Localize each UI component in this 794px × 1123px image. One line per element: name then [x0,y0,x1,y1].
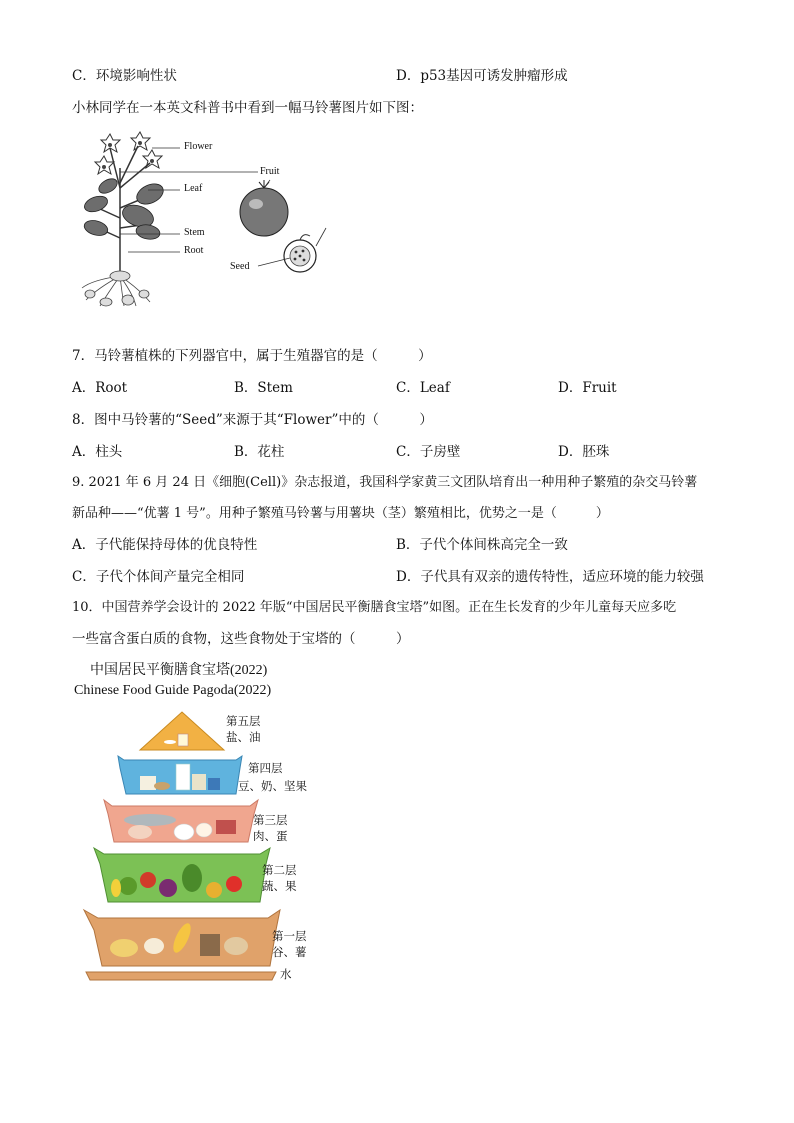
q9-option-d: D．子代具有双亲的遗传特性，适应环境的能力较强 [396,569,704,585]
tier3-foods: 肉、蛋 [253,829,288,843]
q10-stem-line1: 10．中国营养学会设计的 2022 年版“中国居民平衡膳食宝塔”如图。正在生长发育的少年儿童每天应多吃 [72,600,677,615]
tier2-foods: 蔬、果 [262,879,297,893]
pagoda-base [86,972,276,980]
q8-option-a: A．柱头 [72,444,123,460]
pagoda-tier-2 [94,848,270,902]
q7-option-d: D．Fruit [558,380,617,396]
q8-option-d: D．胚珠 [558,444,610,460]
q7-stem: 7．马铃薯植株的下列器官中，属于生殖器官的是（ ） [72,348,432,364]
tier3-level: 第三层 [253,813,288,827]
potato-intro-text: 小林同学在一本英文科普书中看到一幅马铃薯图片如下图： [72,100,423,116]
tier1-foods: 谷、薯 [272,945,307,959]
q9-option-c: C．子代个体间产量完全相同 [72,569,245,585]
q9-stem-line2: 新品种——“优薯 1 号”。用种子繁殖马铃薯与用薯块（茎）繁殖相比，优势之一是（ ） [72,506,609,521]
tier2-level: 第二层 [262,863,297,877]
label-root: Root [184,245,204,256]
q8-stem: 8．图中马铃薯的“Seed”来源于其“Flower”中的（ ） [72,412,433,428]
pagoda-title-en: Chinese Food Guide Pagoda(2022) [74,683,272,698]
q9-option-a: A．子代能保持母体的优良特性 [72,537,258,553]
q8-option-c: C．子房壁 [396,444,461,460]
tier5-level: 第五层 [226,714,261,728]
q9-stem-line1: 9. 2021 年 6 月 24 日《细胞(Cell)》杂志报道，我国科学家黄三文团队培育出一种用种子繁殖的杂交马铃薯 [72,475,698,490]
label-stem: Stem [184,227,205,238]
label-fruit: Fruit [260,166,280,177]
label-seed: Seed [230,261,250,272]
potato-plant-drawing [78,128,338,308]
pagoda-base-label: 水 [280,967,292,981]
q9-option-b: B．子代个体间株高完全一致 [396,537,568,553]
label-leaf: Leaf [184,183,203,194]
tier4-foods: 豆、奶、坚果 [238,779,307,793]
label-flower: Flower [184,141,213,152]
q6-option-c: C．环境影响性状 [72,68,177,84]
tier1-level: 第一层 [272,929,307,943]
q7-option-a: A．Root [72,380,128,396]
potato-figure [78,128,338,308]
q7-option-b: B．Stem [234,380,293,396]
pagoda-title-cn: 中国居民平衡膳食宝塔(2022) [90,663,268,678]
q8-option-b: B．花柱 [234,444,285,460]
tier4-level: 第四层 [248,761,283,775]
q10-stem-line2: 一些富含蛋白质的食物，这些食物处于宝塔的（ ） [72,631,410,647]
tier5-foods: 盐、油 [226,730,261,744]
q6-option-d: D．p53基因可诱发肿瘤形成 [396,68,568,84]
q7-option-c: C．Leaf [396,380,450,396]
